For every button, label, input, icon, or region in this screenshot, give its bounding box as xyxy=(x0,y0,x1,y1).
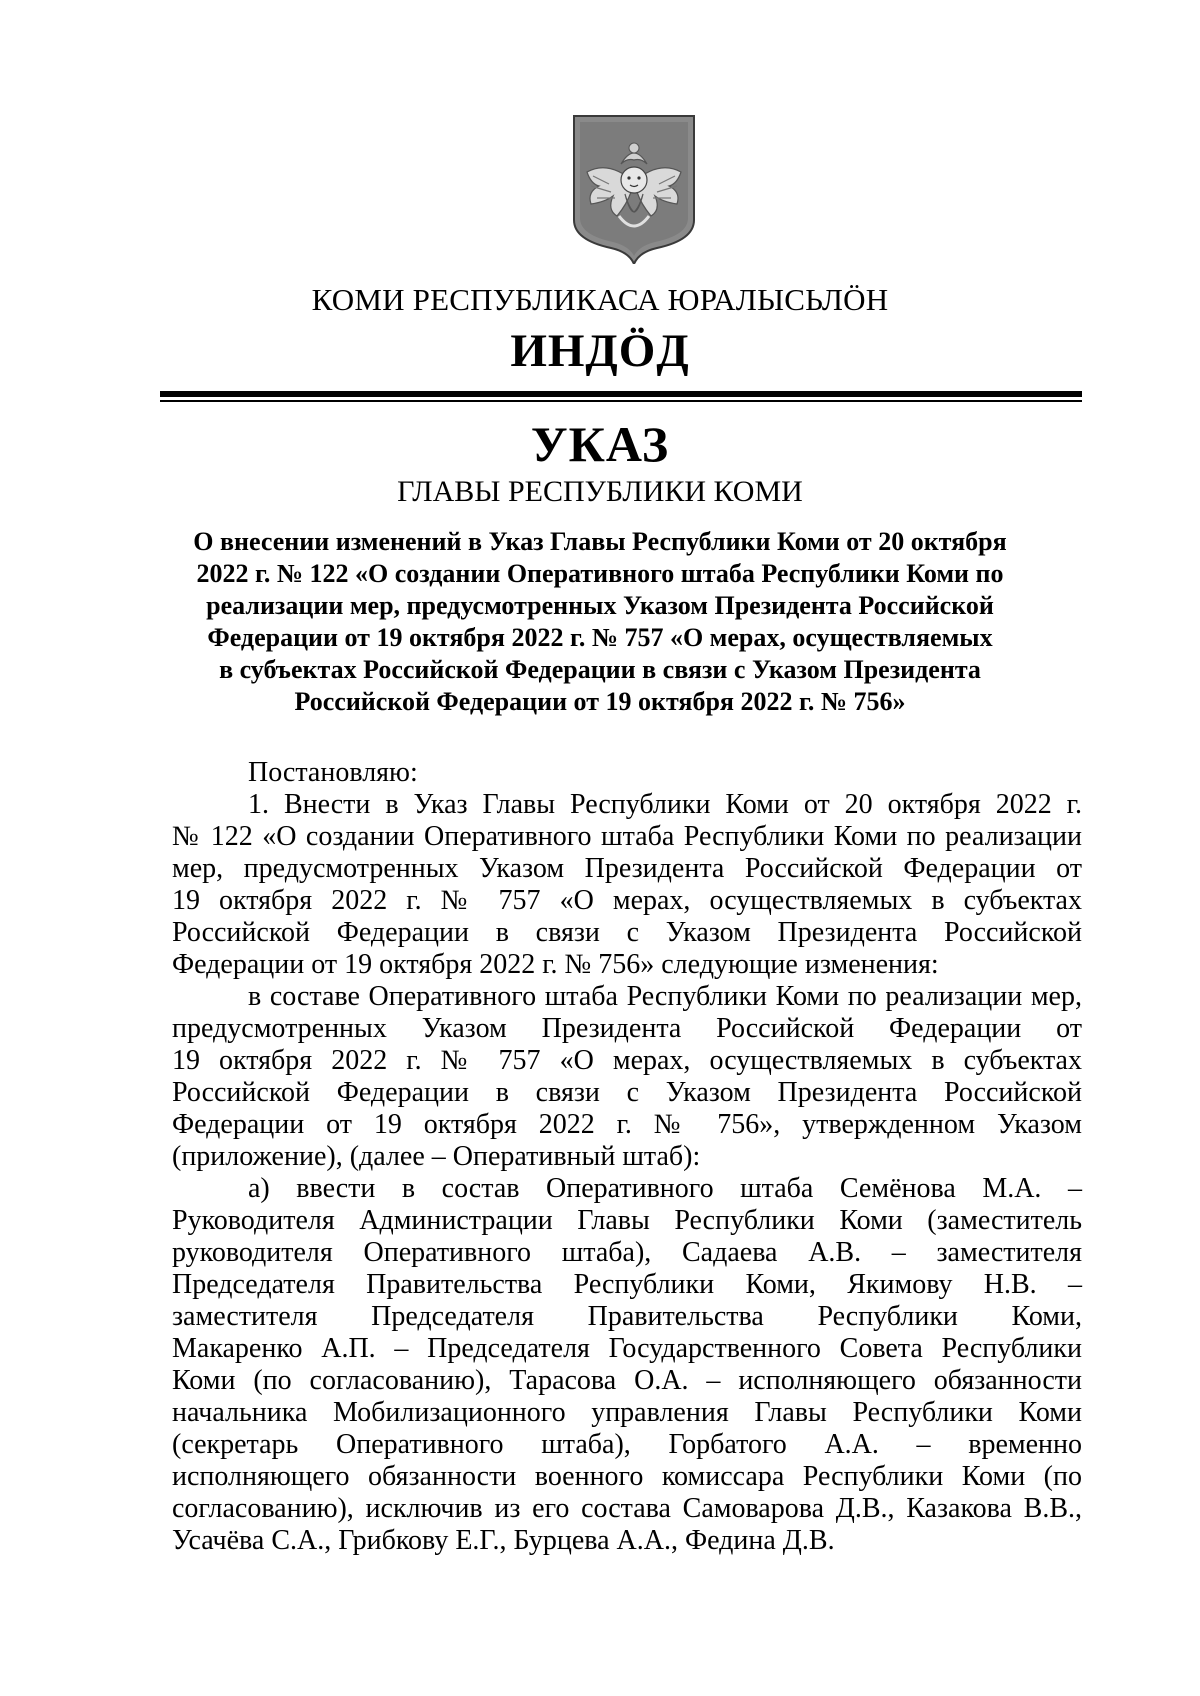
body-line: Постановляю: xyxy=(248,757,418,788)
body-line: в составе Оперативного штаба Республики Коми по реализации мер, xyxy=(248,981,1082,1012)
heading-line: в субъектах Российской Федерации в связи с Указом Президента xyxy=(219,655,981,684)
body-line: 19 октября 2022 г. № 757 «О мерах, осуществляемых в субъектах xyxy=(172,1045,1082,1076)
body-line: предусмотренных Указом Президента Российской Федерации от xyxy=(172,1013,1082,1044)
body-line: (приложение), (далее – Оперативный штаб): xyxy=(172,1141,701,1172)
heading-line: О внесении изменений в Указ Главы Республики Коми от 20 октября xyxy=(193,527,1007,556)
body-line: Усачёва С.А., Грибкову Е.Г., Бурцева А.А., Федина Д.В. xyxy=(172,1525,835,1556)
body-line: Федерации от 19 октября 2022 г. № 756» следующие изменения: xyxy=(172,949,939,980)
heading-line: реализации мер, предусмотренных Указом Президента Российской xyxy=(206,591,994,620)
body-line: начальника Мобилизационного управления Главы Республики Коми xyxy=(172,1397,1082,1428)
body-line: заместителя Председателя Правительства Республики Коми, xyxy=(172,1301,1082,1332)
decree-title: УКАЗ xyxy=(530,416,670,472)
heading-line: 2022 г. № 122 «О создании Оперативного штаба Республики Коми по xyxy=(196,559,1004,588)
body-line: Председателя Правительства Республики Коми, Якимову Н.В. – xyxy=(172,1269,1082,1300)
body-line: мер, предусмотренных Указом Президента Российской Федерации от xyxy=(172,853,1082,884)
body-line: исполняющего обязанности военного комиссара Республики Коми (по xyxy=(172,1461,1082,1492)
heading-line: Федерации от 19 октября 2022 г. № 757 «О мерах, осуществляемых xyxy=(207,623,993,652)
document-heading xyxy=(0,526,1200,718)
body-line: Руководителя Администрации Главы Республики Коми (заместитель xyxy=(172,1205,1082,1236)
header-divider-thick xyxy=(160,391,1082,397)
heading-line: Российской Федерации от 19 октября 2022 г. № 756» xyxy=(294,687,906,716)
document-body xyxy=(172,757,1082,1557)
coat-of-arms-emblem xyxy=(569,112,699,264)
body-line: 19 октября 2022 г. № 757 «О мерах, осуществляемых в субъектах xyxy=(172,885,1082,916)
body-line: 1. Внести в Указ Главы Республики Коми от 20 октября 2022 г. xyxy=(248,789,1082,820)
body-line: Федерации от 19 октября 2022 г. № 756», утвержденном Указом xyxy=(172,1109,1082,1140)
body-line: а) ввести в состав Оперативного штаба Семёнова М.А. – xyxy=(248,1173,1082,1204)
body-line: (секретарь Оперативного штаба), Горбатого А.А. – временно xyxy=(172,1429,1082,1460)
body-line: руководителя Оперативного штаба), Садаева А.В. – заместителя xyxy=(172,1237,1082,1268)
body-line: Российской Федерации в связи с Указом Президента Российской xyxy=(172,917,1082,948)
body-line: Коми (по согласованию), Тарасова О.А. – исполняющего обязанности xyxy=(172,1365,1082,1396)
body-line: согласованию), исключив из его состава Самоварова Д.В., Казакова В.В., xyxy=(172,1493,1082,1524)
header-divider-thin xyxy=(160,400,1082,402)
body-line: Российской Федерации в связи с Указом Президента Российской xyxy=(172,1077,1082,1108)
org-name-komi: КОМИ РЕСПУБЛИКАСА ЮРАЛЫСЬЛÖН xyxy=(311,282,889,317)
body-line: Макаренко А.П. – Председателя Государственного Совета Республики xyxy=(172,1333,1082,1364)
org-word-komi: ИНДÖД xyxy=(510,325,690,377)
body-line: № 122 «О создании Оперативного штаба Республики Коми по реализации xyxy=(172,821,1082,852)
decree-subtitle: ГЛАВЫ РЕСПУБЛИКИ КОМИ xyxy=(397,475,803,508)
